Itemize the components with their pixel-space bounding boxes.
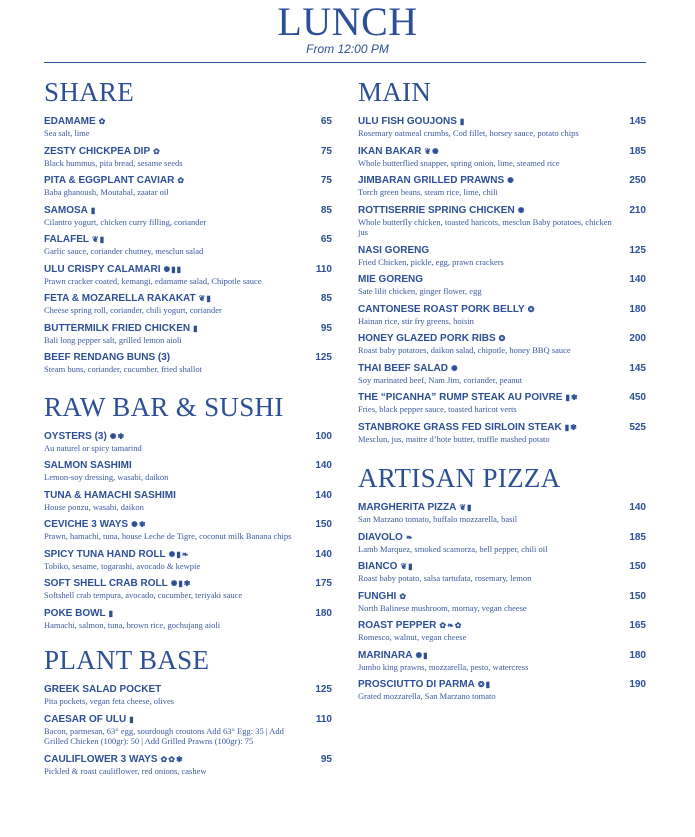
item-price: 210 (629, 204, 646, 216)
menu-item (44, 490, 332, 513)
dietary-icon: ❦▮ (198, 294, 212, 303)
item-name: FUNGHI ✿ (358, 590, 408, 602)
menu-item (358, 146, 646, 169)
item-price: 450 (629, 392, 646, 403)
dietary-icon: ✺✾ (109, 431, 126, 441)
item-name: STANBROKE GRASS FED SIRLOIN STEAK ▮✾ (358, 421, 578, 433)
item-price: 140 (315, 548, 332, 560)
item-name: BEEF RENDANG BUNS (3) (44, 352, 171, 363)
item-name: MARGHERITA PIZZA ❦▮ (358, 502, 473, 513)
section-title: SHARE (44, 77, 135, 107)
item-name: SAMOSA ▮ (44, 204, 97, 216)
dietary-icon: ❦✺ (424, 146, 440, 156)
item-name: BIANCO ❦▮ (358, 561, 414, 572)
item-row (44, 205, 332, 217)
menu-item (44, 519, 332, 542)
item-description: Bacon, parmesan, 63° egg, sourdough croutons Add 63° Egg: 35 | Add Grilled Chicken (100gr): 50 | Add Grilled Prawns (100gr): 75 (44, 725, 284, 746)
item-list (44, 116, 332, 375)
menu-item (44, 293, 332, 316)
menu-section (44, 642, 332, 776)
item-price: 75 (320, 145, 332, 157)
dietary-icon: ✺▮ (415, 650, 429, 660)
item-row (358, 679, 646, 691)
item-description: Soy marinated beef, Nam Jim, coriander, peanut (358, 374, 523, 385)
item-list (44, 684, 332, 776)
item-row (358, 333, 646, 345)
menu-item (358, 502, 646, 525)
dietary-icon: ✺▮▮ (163, 264, 182, 274)
menu-section (44, 389, 332, 631)
menu-item (44, 754, 332, 777)
item-row (358, 392, 646, 404)
item-price: 175 (315, 578, 332, 589)
menu-item (44, 578, 332, 601)
item-name: FETA & MOZARELLA RAKAKAT ❦▮ (44, 293, 212, 304)
item-description: Tobiko, sesame, togarashi, avocado & kewpie (44, 560, 201, 571)
item-name: CANTONESE ROAST PORK BELLY ❂ (358, 303, 536, 315)
item-description: Prawn, hamachi, tuna, house Leche de Tigre, coconut milk Banana chips (44, 531, 292, 541)
item-price: 75 (320, 175, 332, 186)
menu-section (44, 74, 332, 375)
item-name: NASI GORENG (358, 244, 430, 256)
menu-item (44, 714, 332, 747)
menu-header (0, 0, 695, 56)
item-price: 150 (629, 561, 646, 572)
item-description: Lemon-soy dressing, wasabi, daikon (44, 472, 169, 482)
item-row (44, 323, 332, 335)
item-name: BUTTERMILK FRIED CHICKEN ▮ (44, 322, 199, 334)
item-description: Au naturel or spicy tamarind (44, 442, 142, 453)
item-list (44, 431, 332, 631)
item-price: 65 (320, 116, 332, 127)
dietary-icon: ✺ (507, 176, 515, 185)
dietary-icon: ✺✾ (131, 520, 147, 529)
item-name: PITA & EGGPLANT CAVIAR ✿ (44, 175, 186, 186)
item-price: 100 (315, 430, 332, 442)
item-row (44, 352, 332, 364)
item-row (44, 714, 332, 726)
menu-item (358, 422, 646, 445)
dietary-icon: ✺ (451, 363, 459, 373)
item-price: 525 (629, 421, 646, 433)
menu-item (44, 234, 332, 257)
menu-item (358, 333, 646, 356)
page-subtitle: From 12:00 PM (306, 42, 389, 56)
item-row (358, 591, 646, 603)
section-title: PLANT BASE (44, 645, 210, 675)
menu-item (44, 205, 332, 228)
item-name: IKAN BAKAR ❦✺ (358, 145, 440, 157)
item-row (44, 431, 332, 443)
menu-item (358, 561, 646, 584)
item-name: DIAVOLO ❧ (358, 531, 414, 543)
dietary-icon: ✿❧✿ (439, 621, 463, 630)
item-description: Mesclun, jus, maitre d’hote butter, truffle mashed potato (358, 433, 550, 444)
item-price: 95 (320, 322, 332, 334)
dietary-icon: ❧ (405, 532, 414, 542)
menu-item (44, 146, 332, 169)
dietary-icon: ▮✾ (565, 393, 579, 402)
item-name: ULU CRISPY CALAMARI ✺▮▮ (44, 263, 182, 275)
item-row (44, 578, 332, 590)
item-name: OYSTERS (3) ✺✾ (44, 430, 126, 442)
item-price: 140 (629, 274, 646, 285)
item-description: Lamb Marquez, smoked scamorza, bell pepper, chili oil (358, 543, 548, 554)
item-description: Black hummus, pita bread, sesame seeds (44, 157, 183, 168)
item-price: 125 (315, 684, 332, 695)
dietary-icon: ❂▮ (477, 680, 491, 689)
item-description: Sate lilit chicken, ginger flower, egg (358, 286, 482, 296)
right-column (358, 74, 646, 709)
item-description: Pickled & roast cauliflower, red onions, cashew (44, 765, 207, 776)
menu-section (358, 460, 646, 702)
menu-item (44, 175, 332, 198)
item-name: JIMBARAN GRILLED PRAWNS ✺ (358, 175, 515, 186)
item-row (44, 608, 332, 620)
item-price: 185 (629, 531, 646, 543)
section-title: RAW BAR & SUSHI (44, 391, 284, 422)
item-price: 150 (315, 519, 332, 530)
item-row (358, 205, 646, 217)
dietary-icon: ▮ (193, 323, 199, 333)
menu-item (44, 264, 332, 287)
item-name: TUNA & HAMACHI SASHIMI (44, 489, 176, 501)
item-price: 65 (320, 234, 332, 245)
dietary-icon: ❦▮ (400, 562, 414, 571)
item-list (358, 502, 646, 702)
dietary-icon: ✿ (98, 117, 107, 126)
item-description: Grated mozzarella, San Marzano tomato (358, 691, 496, 701)
item-description: Hamachi, salmon, tuna, brown rice, gochujang aioli (44, 619, 221, 630)
menu-item (358, 175, 646, 198)
menu-item (44, 116, 332, 139)
item-price: 125 (629, 244, 646, 256)
item-name: SALMON SASHIMI (44, 460, 132, 471)
dietary-icon: ▮ (129, 714, 135, 724)
item-price: 200 (629, 333, 646, 344)
item-description: Romesco, walnut, vegan cheese (358, 632, 467, 642)
item-description: Garlic sauce, coriander chutney, mesclun salad (44, 246, 204, 256)
item-name: SPICY TUNA HAND ROLL ✺▮❧ (44, 548, 190, 560)
item-name: MIE GORENG (358, 274, 424, 285)
item-description: Jumbo king prawns, mozzarella, pesto, watercress (358, 661, 529, 672)
item-description: Hainan rice, stir fry greens, hoisin (358, 315, 474, 326)
menu-item (358, 245, 646, 268)
item-price: 95 (320, 753, 332, 765)
dietary-icon: ✺ (517, 205, 526, 215)
dietary-icon: ✺▮❧ (168, 549, 190, 559)
item-name: PROSCIUTTO DI PARMA ❂▮ (358, 679, 491, 690)
item-description: Softshell crab tempura, avocado, cucumber, teriyaki sauce (44, 590, 243, 600)
menu-item (44, 323, 332, 346)
item-description: Roast baby potato, salsa tartufata, rosemary, lemon (358, 573, 532, 583)
item-row (358, 146, 646, 158)
dietary-icon: ✿✿✾ (160, 754, 184, 764)
item-description: Torch green beans, steam rice, lime, chili (358, 187, 498, 197)
item-row (44, 754, 332, 766)
item-name: ULU FISH GOUJONS ▮ (358, 116, 466, 127)
dietary-icon: ▮ (108, 608, 115, 618)
section-title: MAIN (358, 77, 432, 107)
item-price: 85 (320, 293, 332, 304)
dietary-icon: ▮ (90, 205, 97, 215)
dietary-icon: ❂ (527, 304, 536, 314)
item-row (44, 460, 332, 472)
item-row (358, 116, 646, 128)
item-description: Cheese spring roll, coriander, chili yogurt, coriander (44, 305, 222, 315)
page-title: LUNCH (277, 0, 418, 44)
item-row (358, 363, 646, 375)
item-name: POKE BOWL ▮ (44, 607, 115, 619)
item-price: 190 (629, 679, 646, 690)
item-description: House ponzu, wasabi, daikon (44, 501, 144, 512)
item-description: Rosemary oatmeal crumbs, Cod fillet, horsey sauce, potato chips (358, 128, 579, 138)
item-description: Bali long pepper salt, grilled lemon aioli (44, 334, 182, 345)
item-price: 145 (629, 362, 646, 374)
item-row (358, 304, 646, 316)
dietary-icon: ▮✾ (564, 422, 578, 432)
menu-item (358, 205, 646, 238)
menu-item (358, 116, 646, 139)
item-row (358, 561, 646, 573)
menu-item (44, 352, 332, 375)
item-price: 125 (315, 352, 332, 363)
menu-item (358, 363, 646, 386)
dietary-icon: ▮ (459, 117, 466, 126)
item-row (358, 502, 646, 514)
item-price: 150 (629, 590, 646, 602)
item-row (44, 264, 332, 276)
item-name: ROAST PEPPER ✿❧✿ (358, 620, 463, 631)
dietary-icon: ❦▮ (92, 235, 106, 244)
item-row (44, 490, 332, 502)
item-price: 140 (315, 460, 332, 471)
item-list (358, 116, 646, 444)
item-row (44, 549, 332, 561)
item-row (358, 620, 646, 632)
menu-item (358, 392, 646, 415)
item-description: Roast baby potatoes, daikon salad, chipotle, honey BBQ sauce (358, 345, 571, 355)
item-description: Cilantro yogurt, chicken curry filling, coriander (44, 216, 207, 227)
item-price: 145 (629, 116, 646, 127)
item-row (44, 519, 332, 531)
item-row (44, 116, 332, 128)
item-price: 180 (629, 303, 646, 315)
item-description: Whole butterfly chicken, toasted haricots, mesclun Baby potatoes, chicken jus (358, 216, 612, 237)
item-description: Prawn cracker coated, kemangi, edamame salad, Chipotle sauce (44, 275, 262, 286)
dietary-icon: ✿ (177, 176, 186, 185)
item-row (358, 175, 646, 187)
left-column (44, 74, 332, 783)
dietary-icon: ✿ (399, 591, 408, 601)
item-name: THAI BEEF SALAD ✺ (358, 362, 459, 374)
menu-section (358, 74, 646, 444)
item-price: 140 (629, 502, 646, 513)
menu-item (44, 608, 332, 631)
dietary-icon: ❂ (498, 334, 507, 343)
item-description: Baba ghanoush, Moutabal, zaatar oil (44, 187, 169, 197)
item-row (44, 684, 332, 696)
item-row (358, 532, 646, 544)
header-divider (44, 62, 646, 63)
item-price: 85 (320, 204, 332, 216)
menu-item (44, 460, 332, 483)
menu-item (358, 620, 646, 643)
item-row (44, 234, 332, 246)
item-row (358, 650, 646, 662)
menu-item (358, 679, 646, 702)
menu-item (44, 431, 332, 454)
item-row (44, 293, 332, 305)
menu-item (358, 650, 646, 673)
item-price: 185 (629, 145, 646, 157)
item-name: MARINARA ✺▮ (358, 649, 429, 661)
dietary-icon: ❦▮ (459, 503, 473, 512)
item-row (44, 175, 332, 187)
item-name: CAULIFLOWER 3 WAYS ✿✿✾ (44, 753, 184, 765)
item-row (358, 245, 646, 257)
item-name: CAESAR OF ULU ▮ (44, 713, 135, 725)
item-name: HONEY GLAZED PORK RIBS ❂ (358, 333, 507, 344)
section-title: ARTISAN PIZZA (358, 463, 561, 493)
item-price: 110 (315, 263, 332, 275)
item-price: 180 (315, 607, 332, 619)
item-row (358, 274, 646, 286)
item-name: THE “PICANHA” RUMP STEAK AU POIVRE ▮✾ (358, 392, 579, 403)
menu-item (358, 532, 646, 555)
item-name: FALAFEL ❦▮ (44, 234, 106, 245)
item-name: ROTTISERRIE SPRING CHICKEN ✺ (358, 204, 526, 216)
item-name: EDAMAME ✿ (44, 116, 107, 127)
menu-item (44, 549, 332, 572)
item-description: San Marzano tomato, buffalo mozzarella, basil (358, 514, 518, 524)
item-price: 110 (315, 713, 332, 725)
item-description: Steam buns, coriander, cucumber, fried shallot (44, 364, 202, 374)
item-description: Pita pockets, vegan feta cheese, olives (44, 696, 175, 706)
item-description: Fries, black pepper sauce, toasted haricot verts (358, 404, 517, 414)
item-price: 250 (629, 175, 646, 186)
item-name: GREEK SALAD POCKET (44, 684, 162, 695)
item-price: 140 (315, 489, 332, 501)
menu-item (44, 684, 332, 707)
item-row (44, 146, 332, 158)
item-description: Fried Chicken, pickle, egg, prawn crackers (358, 256, 504, 267)
item-description: Whole butterflied snapper, spring onion, lime, steamed rice (358, 157, 560, 168)
item-price: 165 (629, 620, 646, 631)
menu-item (358, 274, 646, 297)
item-description: North Balinese mushroom, mornay, vegan cheese (358, 602, 527, 613)
item-price: 180 (629, 649, 646, 661)
dietary-icon: ✺▮✾ (170, 579, 192, 588)
item-name: CEVICHE 3 WAYS ✺✾ (44, 519, 147, 530)
item-description: Sea salt, lime (44, 128, 90, 138)
menu-item (358, 591, 646, 614)
item-name: ZESTY CHICKPEA DIP ✿ (44, 145, 161, 157)
dietary-icon: ✿ (153, 146, 161, 156)
item-name: SOFT SHELL CRAB ROLL ✺▮✾ (44, 578, 192, 589)
menu-item (358, 304, 646, 327)
item-row (358, 422, 646, 434)
